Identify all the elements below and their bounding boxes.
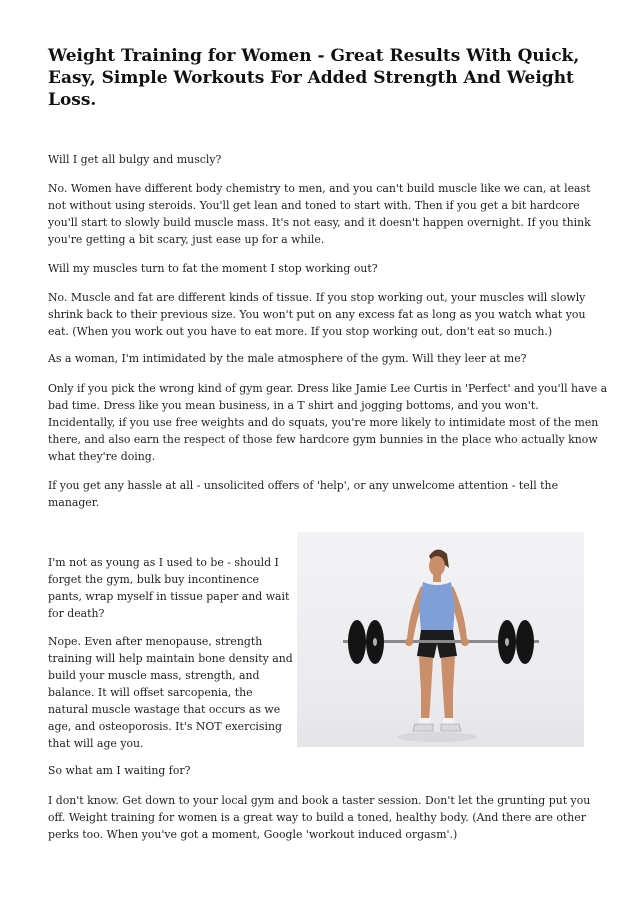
answer-3: Only if you pick the wrong kind of gym gear. Dress like Jamie Lee Curtis in 'Perfect' and you'll have a bad time. Dress like you mean business, in a T shirt and jogging bottoms, and you won't. Incidentally, if you use free weights and do squats, you're more likely to intimidate most of the men there, and also earn the respect of those few hardcore gym bunnies in the place who actually know what they're doing. [48,382,608,463]
answer-3-followup: If you get any hassle at all - unsolicited offers of 'help', or any unwelcome attention - tell the manager. [48,479,559,509]
question-3: As a woman, I'm intimidated by the male atmosphere of the gym. Will they leer at me? [48,352,527,365]
article-title: Weight Training for Women - Great Results With Quick, Easy, Simple Workouts For Added Strength And Weight Loss. [48,46,580,110]
answer-2: No. Muscle and fat are different kinds of tissue. If you stop working out, your muscles will slowly shrink back to their previous size. You won't put on any excess fat as long as you watch what you eat. (When you work out you have to eat more. If you stop working out, don't eat so much.) [48,291,586,338]
deadlift-illustration [297,532,584,747]
answer-5: I don't know. Get down to your local gym and book a taster session. Don't let the grunting put you off. Weight training for women is a great way to build a toned, healthy body. (And there are other perks too. When you've got a moment, Google 'workout induced orgasm'.) [48,794,591,841]
woman-deadlift-photo [297,532,584,747]
question-2: Will my muscles turn to fat the moment I stop working out? [48,262,378,275]
answer-1: No. Women have different body chemistry to men, and you can't build muscle like we can, at least not without using steroids. You'll get lean and toned to start with. Then if you get a bit hardcore you'll start to slowly build muscle mass. It's not easy, and it doesn't happen overnight. If you think you're getting a bit scary, just ease up for a while. [48,182,591,246]
question-5: So what am I waiting for? [48,764,191,777]
question-4: I'm not as young as I used to be - should I forget the gym, bulk buy incontinence pants, wrap myself in tissue paper and wait for death? [48,556,290,620]
question-1: Will I get all bulgy and muscly? [48,153,222,166]
answer-4: Nope. Even after menopause, strength training will help maintain bone density and build your muscle mass, strength, and balance. It will offset sarcopenia, the natural muscle wastage that occurs as we age, and osteoporosis. It's NOT exercising that will age you. [48,635,293,750]
